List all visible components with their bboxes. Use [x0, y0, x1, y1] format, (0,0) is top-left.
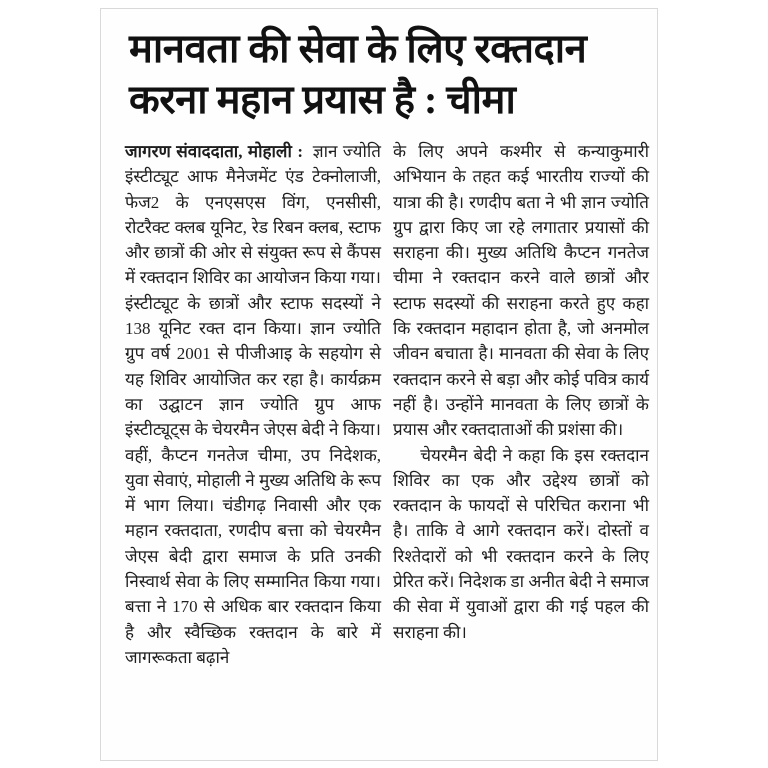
dateline: जागरण संवाददाता, मोहाली : — [125, 142, 303, 161]
newspaper-clipping — [100, 8, 658, 761]
paragraph-second: चेयरमैन बेदी ने कहा कि इस रक्तदान शिविर का एक और उद्देश्य छात्रों को रक्तदान के फायदों से परिचित कराना भी है। ताकि वे आगे रक्तदान करें। दोस्तों व रिश्तेदारों को भी रक्तदान करने के लिए प्रेरित करें। निदेशक डा अनीत बेदी ने समाज की सेवा में युवाओं द्वारा की गई पहल की सराहना की। — [393, 445, 649, 642]
column-left — [125, 139, 381, 670]
headline-line-1: मानवता की सेवा के लिए रक्तदान — [129, 26, 587, 71]
lead-paragraph-text: ज्ञान ज्योति इंस्टीट्यूट आफ मैनेजमेंट एंड टेक्नोलाजी, फेज2 के एनएसएस विंग, एनसीसी, रोटरैक्ट क्लब यूनिट, रेड रिबन क्लब, स्टाफ और छात्रों की ओर से संयुक्त रूप से कैंपस में रक्तदान शिविर का आयोजन किया गया। इंस्टीट्यूट के छात्रों और स्टाफ सदस्यों ने 138 यूनिट रक्त दान किया। ज्ञान ज्योति ग्रुप वर्ष 2001 से पीजीआइ के सहयोग से यह शिविर आयोजित कर रहा है। कार्यक्रम का उद्घाटन ज्ञान ज्योति ग्रुप आफ इंस्टीट्यूट्स के चेयरमैन जेएस बेदी ने किया। वहीं, कैप्टन गनतेज चीमा, उप निदेशक, युवा सेवाएं, मोहाली ने मुख्य अतिथि के रूप में भाग लिया। चंडीगढ़ निवासी और एक महान रक्तदाता, रणदीप बत्ता को चेयरमैन जेएस बेदी द्वारा समाज के प्रति उनकी निस्वार्थ सेवा के लिए सम्मानित किया गया। बत्ता ने 170 से अधिक बार रक्तदान किया है और स्वैच्छिक रक्तदान के बारे में जागरूकता बढ़ाने — [125, 142, 381, 667]
paragraph-continuation: के लिए अपने कश्मीर से कन्याकुमारी अभियान के तहत कई भारतीय राज्यों की यात्रा की है। रणदीप बता ने भी ज्ञान ज्योति ग्रुप द्वारा किए जा रहे लगातार प्रयासों की सराहना की। मुख्य अतिथि कैप्टन गनतेज चीमा ने रक्तदान करने वाले छात्रों और स्टाफ सदस्यों की सराहना करते हुए कहा कि रक्तदान महादान होता है, जो अनमोल जीवन बचाता है। मानवता की सेवा के लिए रक्तदान करने से बड़ा और कोई पवित्र कार्य नहीं है। उन्होंने मानवता के लिए छात्रों के प्रयास और रक्तदाताओं की प्रशंसा की। — [393, 142, 649, 440]
article-body — [125, 139, 649, 670]
article-headline — [129, 23, 649, 125]
lead-paragraph — [125, 139, 381, 670]
column-right — [393, 139, 649, 670]
headline-line-2: करना महान प्रयास है : चीमा — [129, 77, 516, 122]
